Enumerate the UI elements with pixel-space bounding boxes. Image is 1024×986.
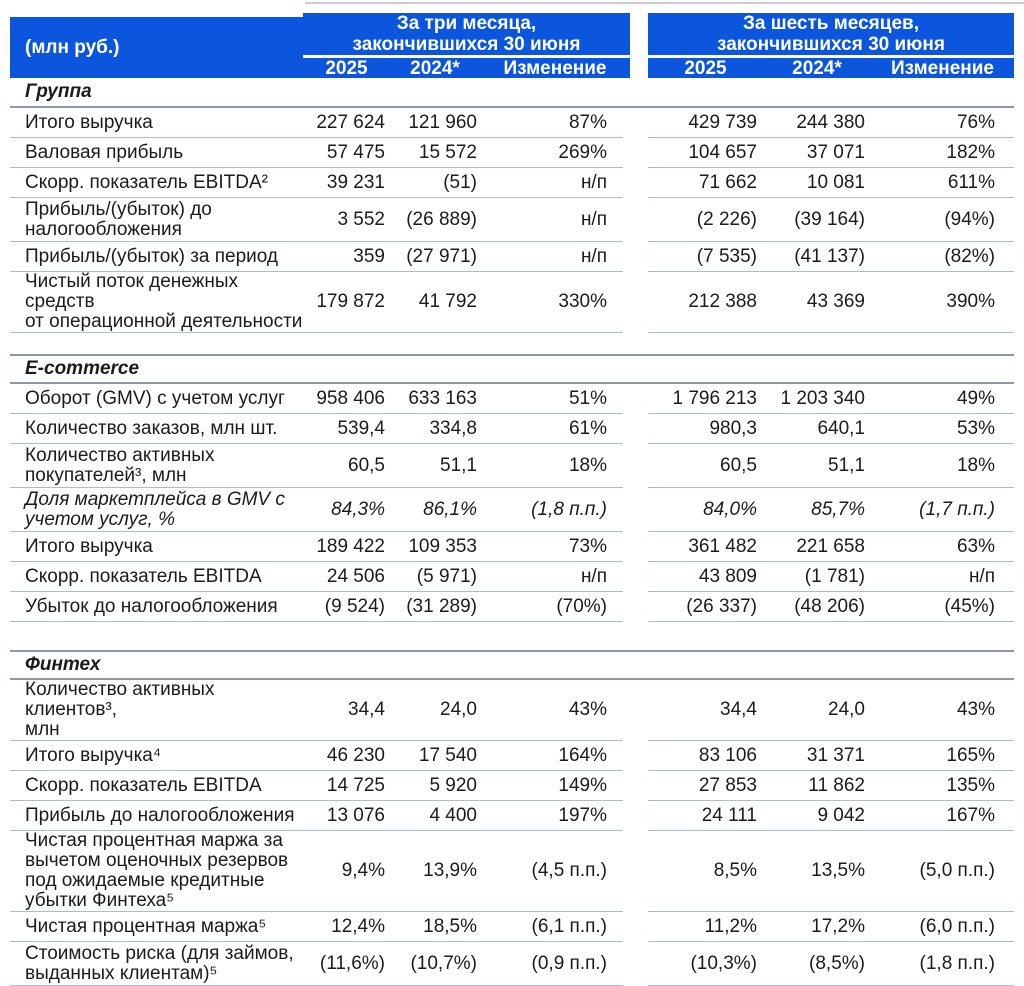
cell-6m-2024: 43 369 — [763, 272, 871, 333]
row-label-line: Прибыль до налогообложения — [25, 804, 295, 826]
cell-3m-change: н/п — [480, 562, 623, 592]
cell-6m-2025: 361 482 — [648, 532, 763, 562]
cell-3m-2024: 13,9% — [390, 831, 480, 912]
period-title-line1: За шесть месяцев, — [743, 13, 919, 34]
table-row — [10, 912, 1014, 942]
row-label-lines — [25, 490, 285, 530]
empty-heading-cell — [303, 650, 390, 680]
row-label-lines — [25, 597, 278, 617]
period-header-6m — [648, 13, 1014, 78]
empty-heading-cell — [648, 78, 763, 108]
cell-3m-2024: (27 971) — [390, 242, 480, 272]
cell-3m-2024: 4 400 — [390, 801, 480, 831]
empty-heading-cell — [648, 650, 763, 680]
column-header-2025: 2025 — [684, 58, 727, 79]
row-label-lines — [25, 173, 268, 193]
section-heading: Группа — [10, 78, 303, 108]
cell-6m-2024: 11 862 — [763, 771, 871, 801]
section-heading: Финтех — [10, 650, 303, 680]
section-heading-row — [10, 78, 1014, 108]
row-label — [10, 272, 303, 333]
cell-6m-2024: 9 042 — [763, 801, 871, 831]
table-unit-header-cell — [10, 17, 303, 78]
row-label — [10, 138, 303, 168]
cell-6m-change: (94%) — [871, 198, 1014, 242]
column-headers-3m — [303, 58, 630, 78]
column-header-2025: 2025 — [325, 58, 368, 79]
cell-3m-2024: 17 540 — [390, 741, 480, 771]
row-label-lines — [25, 944, 294, 984]
cell-3m-2024: 18,5% — [390, 912, 480, 942]
cell-3m-2025: 9,4% — [303, 831, 390, 912]
cell-6m-2024: 51,1 — [763, 444, 871, 488]
period-title-line1: За три месяца, — [396, 13, 537, 34]
empty-heading-cell — [871, 354, 1014, 384]
cell-3m-2025: (11,6%) — [303, 942, 390, 986]
cell-6m-2024: (1 781) — [763, 562, 871, 592]
column-gap — [623, 414, 648, 444]
cell-6m-2024: 37 071 — [763, 138, 871, 168]
cell-3m-2024: 86,1% — [390, 488, 480, 532]
row-label-line: Чистая процентная маржа за — [25, 830, 283, 851]
table-row — [10, 444, 1014, 488]
cell-6m-2024: 1 203 340 — [763, 384, 871, 414]
empty-heading-cell — [763, 650, 871, 680]
row-label — [10, 242, 303, 272]
row-label — [10, 741, 303, 771]
cell-3m-2025: 12,4% — [303, 912, 390, 942]
cell-6m-2025: 980,3 — [648, 414, 763, 444]
empty-heading-cell — [303, 78, 390, 108]
cell-6m-change: 611% — [871, 168, 1014, 198]
row-label-lines — [25, 143, 183, 163]
cell-6m-change: (1,7 п.п.) — [871, 488, 1014, 532]
cell-6m-2025: 1 796 213 — [648, 384, 763, 414]
row-label — [10, 488, 303, 532]
cell-3m-2024: 51,1 — [390, 444, 480, 488]
cell-6m-2024: (41 137) — [763, 242, 871, 272]
cell-6m-2024: 31 371 — [763, 741, 871, 771]
cell-3m-2025: 14 725 — [303, 771, 390, 801]
row-label-line: Прибыль/(убыток) за период — [25, 245, 279, 267]
cell-6m-2024: 17,2% — [763, 912, 871, 942]
row-label-lines — [25, 446, 214, 486]
cell-3m-change: (6,1 п.п.) — [480, 912, 623, 942]
cell-6m-2025: 8,5% — [648, 831, 763, 912]
cell-6m-2024: 13,5% — [763, 831, 871, 912]
cell-3m-2024: 5 920 — [390, 771, 480, 801]
table-row — [10, 532, 1014, 562]
cell-3m-2025: 39 231 — [303, 168, 390, 198]
cell-3m-2025: 179 872 — [303, 272, 390, 333]
row-label-lines — [25, 200, 212, 240]
financial-metrics-table — [10, 78, 1014, 986]
cell-6m-2024: 85,7% — [763, 488, 871, 532]
table-row — [10, 562, 1014, 592]
row-label-line: Стоимость риска (для займов, — [25, 942, 294, 964]
period-title-line2: закончившихся 30 июня — [717, 34, 945, 55]
row-label-line: Количество активных клиентов³, — [25, 679, 215, 720]
cell-6m-2024: (48 206) — [763, 592, 871, 622]
cell-6m-2025: 34,4 — [648, 680, 763, 741]
section-spacer — [10, 622, 1014, 650]
cell-6m-2025: (2 226) — [648, 198, 763, 242]
column-header-change: Изменение — [890, 58, 994, 79]
column-header-change: Изменение — [503, 58, 607, 79]
row-label-lines — [25, 419, 277, 439]
table-row — [10, 198, 1014, 242]
cell-3m-2025: 84,3% — [303, 488, 390, 532]
cell-3m-2024: (31 289) — [390, 592, 480, 622]
empty-heading-cell — [871, 78, 1014, 108]
cell-3m-2024: 633 163 — [390, 384, 480, 414]
table-row — [10, 488, 1014, 532]
cell-6m-2024: 640,1 — [763, 414, 871, 444]
column-gap — [623, 272, 648, 333]
cell-3m-2024: (5 971) — [390, 562, 480, 592]
cell-6m-2025: 212 388 — [648, 272, 763, 333]
cell-6m-2025: 83 106 — [648, 741, 763, 771]
cell-6m-change: (82%) — [871, 242, 1014, 272]
cell-6m-change: н/п — [871, 562, 1014, 592]
period-header-3m — [303, 13, 630, 78]
row-label — [10, 801, 303, 831]
empty-heading-cell — [763, 354, 871, 384]
column-gap — [623, 444, 648, 488]
row-label-line: Валовая прибыль — [25, 141, 184, 163]
column-gap — [623, 532, 648, 562]
cell-3m-2024: 24,0 — [390, 680, 480, 741]
table-row — [10, 414, 1014, 444]
cell-6m-2024: 24,0 — [763, 680, 871, 741]
row-label-line: Скорр. показатель EBITDA — [25, 565, 262, 587]
cell-6m-2024: (8,5%) — [763, 942, 871, 986]
column-gap — [623, 198, 648, 242]
cell-3m-2025: 3 552 — [303, 198, 390, 242]
cell-3m-change: н/п — [480, 198, 623, 242]
cell-3m-2025: 60,5 — [303, 444, 390, 488]
cell-3m-change: 149% — [480, 771, 623, 801]
cell-3m-2025: 227 624 — [303, 108, 390, 138]
cell-6m-2025: 43 809 — [648, 562, 763, 592]
row-label-lines — [25, 389, 285, 409]
column-gap — [623, 680, 648, 741]
row-label-line: Количество активных — [25, 444, 215, 466]
cell-3m-change: (4,5 п.п.) — [480, 831, 623, 912]
empty-heading-cell — [763, 78, 871, 108]
cell-3m-change: (70%) — [480, 592, 623, 622]
cell-6m-2025: 71 662 — [648, 168, 763, 198]
cell-3m-change: 87% — [480, 108, 623, 138]
row-label-line: Оборот (GMV) с учетом услуг — [25, 387, 285, 409]
column-gap — [623, 78, 648, 108]
row-label-lines — [25, 831, 288, 911]
column-gap — [623, 801, 648, 831]
cell-3m-change: 18% — [480, 444, 623, 488]
cell-6m-2025: 84,0% — [648, 488, 763, 532]
cell-3m-2025: 13 076 — [303, 801, 390, 831]
row-label-lines — [25, 272, 303, 332]
cell-3m-2025: 34,4 — [303, 680, 390, 741]
row-label-line: Скорр. показатель EBITDA — [25, 774, 262, 796]
cell-3m-2025: 46 230 — [303, 741, 390, 771]
table-row — [10, 831, 1014, 912]
column-gap — [623, 108, 648, 138]
cell-6m-2025: 104 657 — [648, 138, 763, 168]
cell-6m-2025: 429 739 — [648, 108, 763, 138]
period-title-3m — [303, 13, 630, 58]
cell-6m-2025: 27 853 — [648, 771, 763, 801]
empty-heading-cell — [390, 650, 480, 680]
cell-3m-change: н/п — [480, 242, 623, 272]
column-gap — [623, 741, 648, 771]
cell-6m-2025: 11,2% — [648, 912, 763, 942]
column-gap — [623, 354, 648, 384]
column-gap — [623, 562, 648, 592]
cell-3m-change: 73% — [480, 532, 623, 562]
row-label — [10, 942, 303, 986]
row-label-lines — [25, 806, 295, 826]
row-label-line: выданных клиентам)⁵ — [25, 962, 218, 984]
cell-3m-2025: (9 524) — [303, 592, 390, 622]
column-gap — [623, 650, 648, 680]
table-row — [10, 138, 1014, 168]
table-row — [10, 680, 1014, 741]
table-row — [10, 168, 1014, 198]
row-label — [10, 384, 303, 414]
cell-3m-change: н/п — [480, 168, 623, 198]
row-label-line: Итого выручка⁴ — [25, 744, 162, 766]
row-label-lines — [25, 113, 153, 133]
row-label — [10, 414, 303, 444]
cell-6m-change: 43% — [871, 680, 1014, 741]
period-title-line2: закончившихся 30 июня — [352, 34, 581, 55]
cropped-top-divider — [305, 2, 1024, 4]
row-label-line: Итого выручка — [25, 111, 153, 133]
cell-3m-2024: 334,8 — [390, 414, 480, 444]
column-gap — [623, 168, 648, 198]
cell-6m-change: (6,0 п.п.) — [871, 912, 1014, 942]
row-label-line: Прибыль/(убыток) до — [25, 198, 212, 220]
cell-3m-2025: 189 422 — [303, 532, 390, 562]
cell-3m-2025: 359 — [303, 242, 390, 272]
column-headers-6m — [648, 58, 1014, 78]
cell-3m-change: 61% — [480, 414, 623, 444]
table-row — [10, 942, 1014, 986]
cell-6m-2024: 221 658 — [763, 532, 871, 562]
row-label-line: покупателей³, млн — [25, 464, 187, 486]
cell-6m-change: 135% — [871, 771, 1014, 801]
cell-6m-2025: 60,5 — [648, 444, 763, 488]
empty-heading-cell — [480, 78, 623, 108]
cell-6m-change: 49% — [871, 384, 1014, 414]
row-label-line: Чистый поток денежных средств — [25, 271, 238, 312]
cell-3m-2024: (51) — [390, 168, 480, 198]
table-row — [10, 801, 1014, 831]
row-label-lines — [25, 567, 262, 587]
empty-heading-cell — [871, 650, 1014, 680]
cell-6m-2025: (10,3%) — [648, 942, 763, 986]
column-header-2024: 2024* — [410, 58, 460, 79]
cell-6m-2024: 244 380 — [763, 108, 871, 138]
cell-3m-2025: 57 475 — [303, 138, 390, 168]
row-label — [10, 912, 303, 942]
row-label-line: Скорр. показатель EBITDA² — [25, 171, 268, 193]
cell-6m-2025: 24 111 — [648, 801, 763, 831]
row-label-lines — [25, 917, 266, 937]
row-label-lines — [25, 776, 262, 796]
cell-6m-change: 53% — [871, 414, 1014, 444]
cell-3m-2025: 539,4 — [303, 414, 390, 444]
cell-3m-2025: 958 406 — [303, 384, 390, 414]
cell-6m-change: (1,8 п.п.) — [871, 942, 1014, 986]
cell-3m-2024: 109 353 — [390, 532, 480, 562]
row-label — [10, 831, 303, 912]
cell-6m-2024: 10 081 — [763, 168, 871, 198]
row-label — [10, 168, 303, 198]
cell-6m-change: (45%) — [871, 592, 1014, 622]
column-gap — [623, 592, 648, 622]
column-gap — [623, 912, 648, 942]
column-gap — [623, 831, 648, 912]
row-label-line: учетом услуг, % — [25, 508, 175, 530]
row-label — [10, 771, 303, 801]
column-gap — [623, 942, 648, 986]
row-label-line: под ожидаемые кредитные — [25, 870, 265, 891]
table-row — [10, 242, 1014, 272]
cell-3m-change: 51% — [480, 384, 623, 414]
cell-3m-2025: 24 506 — [303, 562, 390, 592]
cell-3m-change: (0,9 п.п.) — [480, 942, 623, 986]
row-label — [10, 592, 303, 622]
empty-heading-cell — [390, 78, 480, 108]
cell-6m-change: 390% — [871, 272, 1014, 333]
row-label-lines — [25, 680, 303, 740]
cell-3m-2024: (10,7%) — [390, 942, 480, 986]
column-header-2024: 2024* — [792, 58, 842, 79]
row-label-line: налогообложения — [25, 218, 182, 240]
row-label — [10, 198, 303, 242]
section-spacer — [10, 333, 1014, 354]
table-row — [10, 741, 1014, 771]
column-gap — [623, 488, 648, 532]
row-label-lines — [25, 537, 153, 557]
cell-6m-2025: (7 535) — [648, 242, 763, 272]
cell-3m-change: 269% — [480, 138, 623, 168]
cell-6m-change: 182% — [871, 138, 1014, 168]
row-label-line: убытки Финтеха⁵ — [25, 890, 175, 911]
cell-3m-2024: (26 889) — [390, 198, 480, 242]
row-label-line: вычетом оценочных резервов — [25, 850, 289, 871]
section-heading: E-commerce — [10, 354, 303, 384]
row-label-line: Убыток до налогообложения — [25, 595, 278, 617]
section-heading-row — [10, 650, 1014, 680]
row-label-lines — [25, 746, 161, 766]
cell-3m-change: 43% — [480, 680, 623, 741]
row-label — [10, 532, 303, 562]
cell-6m-change: 18% — [871, 444, 1014, 488]
cell-3m-change: 330% — [480, 272, 623, 333]
row-label — [10, 444, 303, 488]
column-gap — [623, 138, 648, 168]
cell-6m-change: 76% — [871, 108, 1014, 138]
cell-6m-2024: (39 164) — [763, 198, 871, 242]
empty-heading-cell — [648, 354, 763, 384]
cell-3m-change: (1,8 п.п.) — [480, 488, 623, 532]
cell-6m-change: 63% — [871, 532, 1014, 562]
row-label-line: Доля маркетплейса в GMV с — [25, 488, 285, 510]
row-label-line: от операционной деятельности — [25, 311, 303, 332]
row-label — [10, 108, 303, 138]
section-heading-row — [10, 354, 1014, 384]
empty-heading-cell — [480, 354, 623, 384]
row-label — [10, 562, 303, 592]
row-label-lines — [25, 247, 278, 267]
cell-6m-change: (5,0 п.п.) — [871, 831, 1014, 912]
row-label — [10, 680, 303, 741]
column-gap — [623, 242, 648, 272]
table-row — [10, 771, 1014, 801]
cell-3m-change: 164% — [480, 741, 623, 771]
cell-3m-2024: 41 792 — [390, 272, 480, 333]
cell-6m-change: 165% — [871, 741, 1014, 771]
empty-heading-cell — [480, 650, 623, 680]
column-gap — [623, 771, 648, 801]
column-gap — [623, 384, 648, 414]
row-label-line: млн — [25, 719, 60, 740]
empty-heading-cell — [390, 354, 480, 384]
empty-heading-cell — [303, 354, 390, 384]
cell-3m-2024: 121 960 — [390, 108, 480, 138]
unit-label: (млн руб.) — [25, 36, 120, 58]
period-title-6m — [648, 13, 1014, 58]
row-label-line: Количество заказов, млн шт. — [25, 417, 278, 439]
cell-6m-2025: (26 337) — [648, 592, 763, 622]
cell-6m-change: 167% — [871, 801, 1014, 831]
table-row — [10, 108, 1014, 138]
table-row — [10, 592, 1014, 622]
row-label-line: Итого выручка — [25, 535, 153, 557]
cell-3m-change: 197% — [480, 801, 623, 831]
table-row — [10, 272, 1014, 333]
row-label-line: Чистая процентная маржа⁵ — [25, 915, 267, 937]
table-row — [10, 384, 1014, 414]
cell-3m-2024: 15 572 — [390, 138, 480, 168]
